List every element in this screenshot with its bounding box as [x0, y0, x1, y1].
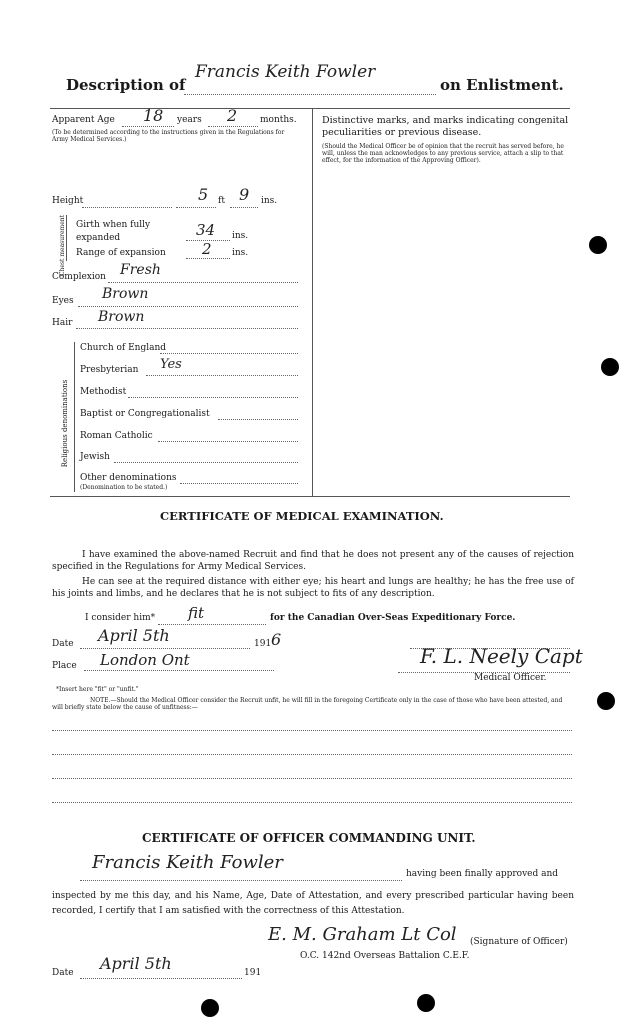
age-months-value: 2: [227, 106, 238, 125]
medical-year-prefix: 191: [254, 639, 272, 649]
officer-para: inspected by me this day, and his Name, Age, Date of Attestation, and every prescribed particular having been recorded, I certify that I am satisfied with the correctness of this Attestation.: [52, 891, 574, 916]
complexion-label: Complexion: [52, 272, 106, 282]
other-label: Other denominations: [80, 473, 177, 483]
baptist-label: Baptist or Congregationalist: [80, 409, 210, 419]
age-years-line: [122, 126, 174, 127]
place-label: Place: [52, 661, 77, 671]
complexion-line: [108, 282, 298, 283]
age-years-value: 18: [143, 106, 164, 125]
for-force-label: for the Canadian Over-Seas Expeditionary Force.: [270, 613, 516, 623]
complexion-value: Fresh: [120, 262, 161, 278]
name-line: [184, 94, 436, 95]
insert-note: *Insert here "fit" or "unfit.": [56, 686, 139, 693]
age-note: (To be determined according to the instructions given in the Regulations for Army Medical Services.): [52, 129, 285, 143]
medical-date-value: April 5th: [98, 626, 170, 645]
girth-label: Girth when fully expanded: [76, 220, 151, 243]
consider-line: [158, 624, 266, 625]
eyes-label: Eyes: [52, 296, 74, 306]
range-value: 2: [202, 240, 212, 258]
punch-hole: [201, 999, 219, 1017]
methodist-label: Methodist: [80, 387, 127, 397]
recruit-name: Francis Keith Fowler: [195, 62, 376, 82]
unfit-line-2: [52, 754, 572, 755]
unfit-line-3: [52, 778, 572, 779]
height-label: Height: [52, 196, 84, 206]
presbyterian-label: Presbyterian: [80, 365, 139, 375]
medical-signature: F. L. Neely Capt: [420, 644, 583, 668]
signature-of-officer-label: (Signature of Officer): [470, 937, 568, 947]
officer-title: CERTIFICATE OF OFFICER COMMANDING UNIT.: [142, 831, 476, 845]
chest-bracket-label: [42, 214, 67, 277]
officer-date-line: [80, 978, 242, 979]
range-line: [186, 258, 230, 259]
height-in-value: 9: [239, 185, 250, 204]
catholic-label: Roman Catholic: [80, 431, 153, 441]
unfit-note: NOTE.—Should the Medical Officer consider the Recruit unfit, he will fill in the foregoing Certificate only in the case of those who have been attested, and will briefly state below the cause of unfitness:—: [52, 697, 563, 711]
medical-officer-label: Medical Officer.: [474, 673, 547, 683]
oc-line: O.C. 142nd Overseas Battalion C.E.F.: [300, 951, 470, 961]
ft-label: ft: [218, 196, 225, 206]
marks-note: (Should the Medical Officer be of opinion that the recruit has served before, he will, unless the man acknowledges to any previous service, attach a slip to that effect, for the information of the Approving Officer).: [322, 143, 564, 164]
punch-hole: [417, 994, 435, 1012]
hair-line: [76, 328, 298, 329]
medical-title: CERTIFICATE OF MEDICAL EXAMINATION.: [160, 509, 444, 523]
religion-bracket: [74, 342, 75, 492]
presbyterian-value: Yes: [160, 357, 182, 372]
hair-value: Brown: [98, 309, 145, 325]
officer-date-value: April 5th: [100, 954, 172, 973]
marks-heading: Distinctive marks, and marks indicating congenital peculiarities or previous disease.: [322, 115, 569, 138]
medical-date-line: [80, 648, 250, 649]
medical-para-2: He can see at the required distance with either eye; his heart and lungs are healthy; he has the free use of his joints and limbs, and he declares that he is not subject to fits of any description.: [52, 577, 574, 599]
girth-value: 34: [196, 221, 216, 239]
range-unit: ins.: [232, 248, 249, 258]
church-label: Church of England: [80, 343, 167, 353]
religious-label: Religious denominations: [61, 379, 70, 468]
officer-date-label: Date: [52, 968, 74, 978]
years-label: years: [177, 115, 202, 125]
height-in-line: [230, 207, 258, 208]
having-been-label: having been finally approved and: [406, 869, 559, 879]
jewish-line: [114, 462, 298, 463]
religion-side-label-box: [50, 379, 74, 468]
chest-label: Chest measurement: [59, 214, 67, 277]
medical-year-value: 6: [271, 630, 282, 649]
punch-hole: [601, 358, 619, 376]
officer-year-prefix: 191: [244, 968, 262, 978]
range-label: Range of expansion: [76, 248, 166, 258]
unfit-line-4: [52, 802, 572, 803]
unfit-line-1: [52, 730, 572, 731]
officer-recruit-name: Francis Keith Fowler: [92, 852, 283, 873]
eyes-value: Brown: [102, 286, 149, 302]
on-enlistment-label: on Enlistment.: [440, 76, 564, 94]
girth-unit: ins.: [232, 231, 249, 241]
height-ft-value: 5: [198, 185, 209, 204]
place-line: [84, 670, 274, 671]
ins-label: ins.: [261, 196, 278, 206]
punch-hole: [597, 692, 615, 710]
officer-signature: E. M. Graham Lt Col: [268, 924, 457, 945]
jewish-label: Jewish: [80, 452, 110, 462]
church-line: [160, 353, 298, 354]
age-months-line: [208, 126, 258, 127]
chest-bracket: [66, 215, 67, 261]
description-of-label: Description of: [66, 76, 186, 94]
consider-label: I consider him*: [85, 613, 156, 623]
consider-value: fit: [188, 604, 205, 622]
presbyterian-line: [146, 375, 298, 376]
methodist-line: [128, 397, 298, 398]
punch-hole: [589, 236, 607, 254]
column-divider: [312, 108, 313, 496]
other-note: (Denomination to be stated.): [80, 484, 168, 491]
form-bottom-rule: [50, 496, 570, 497]
medical-date-label: Date: [52, 639, 74, 649]
height-lead-line: [82, 207, 172, 208]
place-value: London Ont: [100, 651, 190, 669]
height-ft-line: [176, 207, 216, 208]
other-line: [180, 483, 298, 484]
medical-para-1: I have examined the above-named Recruit and find that he does not present any of the causes of rejection specified in the Regulations for Army Medical Services.: [52, 550, 574, 572]
apparent-age-label: Apparent Age: [52, 115, 115, 125]
baptist-line: [218, 419, 298, 420]
hair-label: Hair: [52, 318, 73, 328]
officer-name-line: [80, 880, 402, 881]
catholic-line: [158, 441, 298, 442]
eyes-line: [78, 306, 298, 307]
form-top-rule: [50, 108, 570, 109]
months-label: months.: [260, 115, 297, 125]
